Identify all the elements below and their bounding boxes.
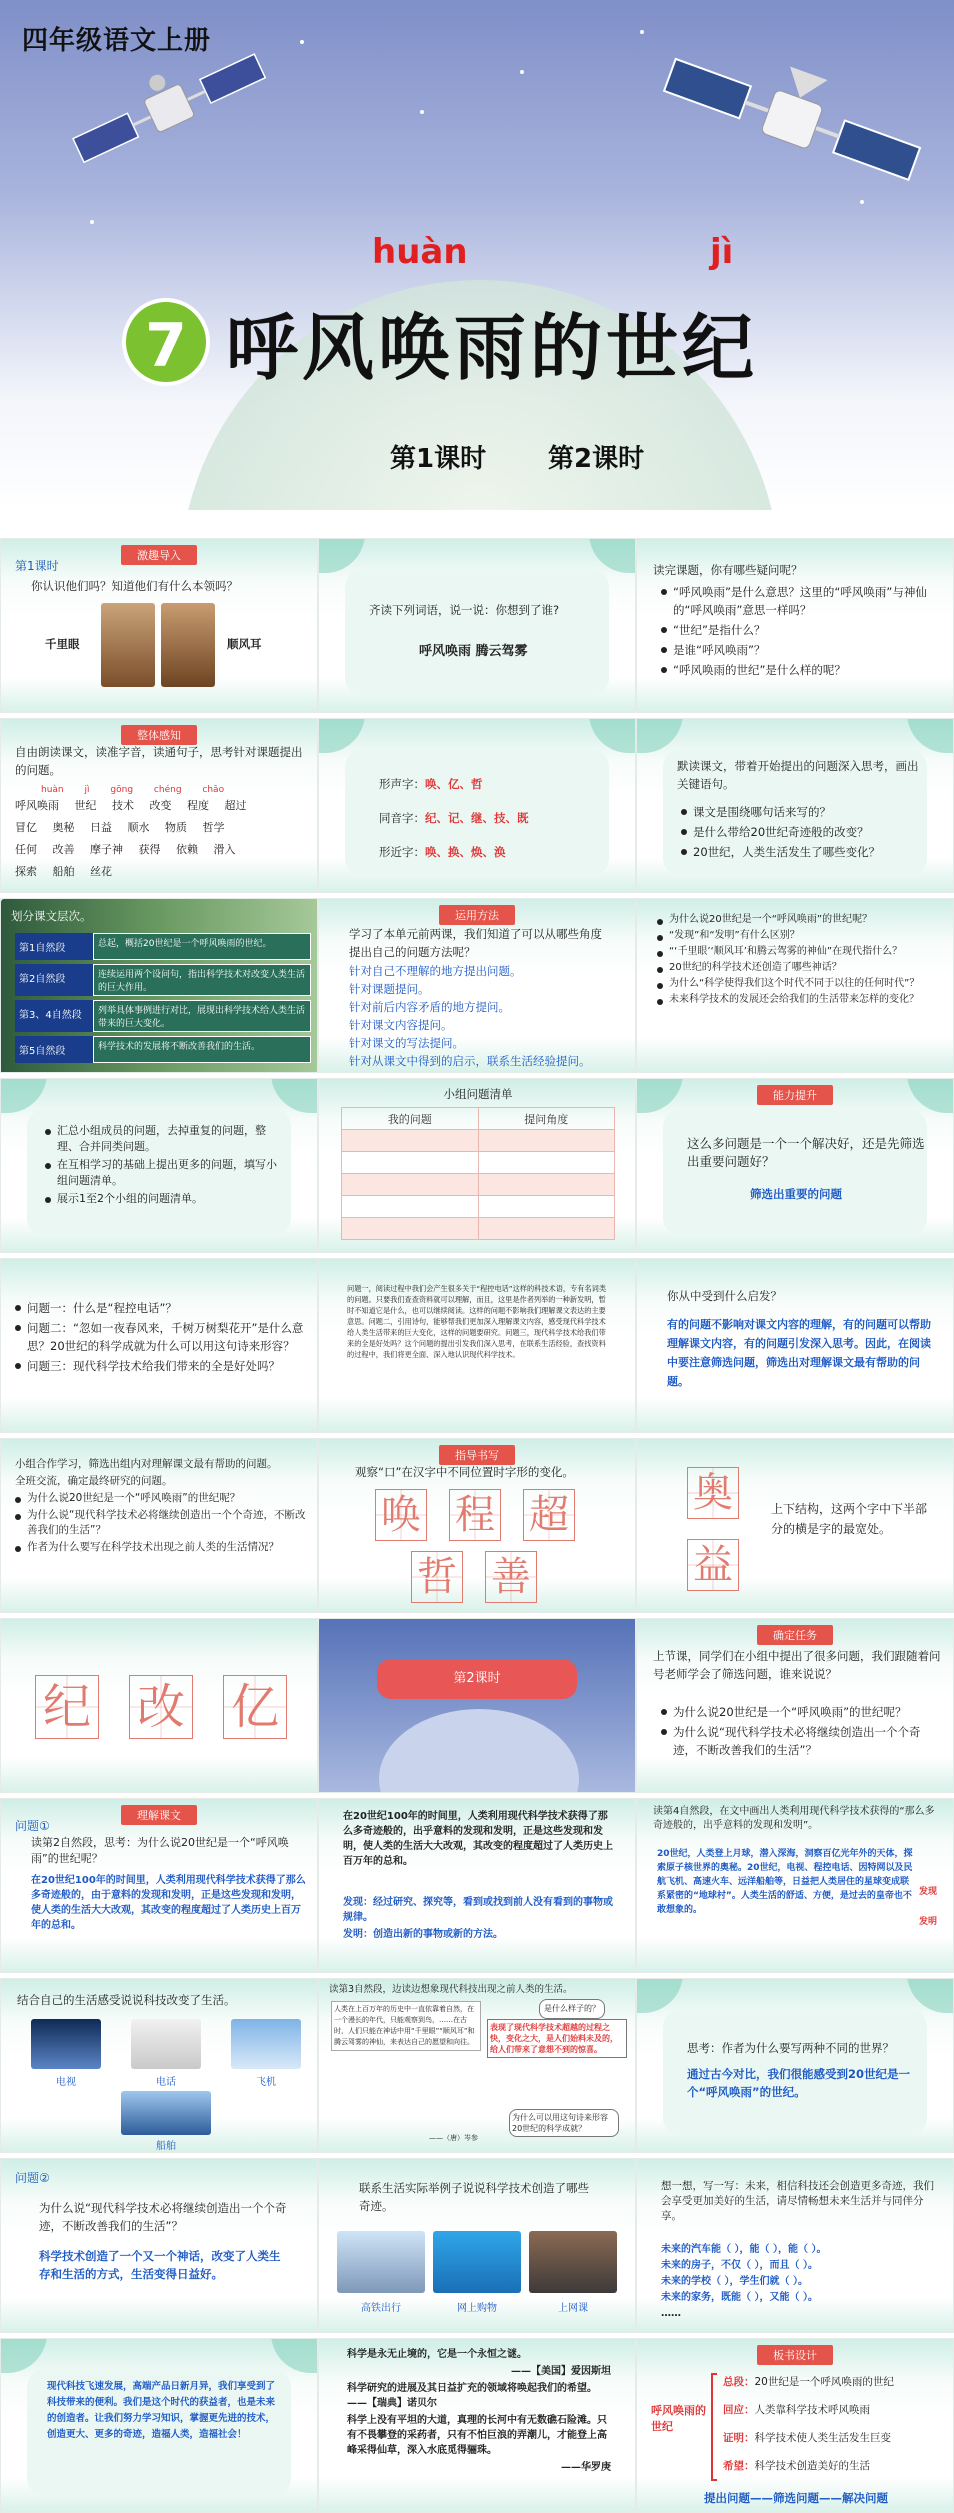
board-value: 20世纪是一个呼风唤雨的世纪	[754, 2376, 894, 2388]
board-value: 人类靠科学技术呼风唤雨	[754, 2404, 870, 2416]
section-list	[15, 933, 311, 1063]
quote-list	[347, 2347, 611, 2477]
column-header: 我的问题	[342, 1108, 479, 1130]
table-cell[interactable]	[478, 1218, 615, 1240]
image-caption: 船舶	[156, 2141, 176, 2152]
list-item: 课文是围绕哪句话来写的？	[681, 803, 931, 821]
prompt-line: ……	[661, 2308, 681, 2319]
slide-30	[636, 2158, 954, 2333]
slide-intro: 结合自己的生活感受说说科技改变了生活。	[17, 1993, 236, 2007]
list-item: 问题一：什么是“程控电话”？	[15, 1299, 311, 1317]
word-list: 呼风唤雨 腾云驾雾	[419, 644, 528, 659]
answer-text: 通过古今对比，我们很能感受到20世纪是一个“呼风唤雨”的世纪。	[687, 2067, 911, 2099]
slide-title: 划分课文层次。	[11, 909, 92, 923]
slide-13	[0, 1258, 318, 1433]
slide-32	[318, 2338, 636, 2513]
slide-intro: 读第4自然段，在文中画出人类利用现代科学技术获得的“那么多奇迹般的，出乎意料的发现和发明”。	[653, 1806, 935, 1831]
board-value: 科学技术使人类生活发生巨变	[754, 2432, 891, 2444]
question-table	[341, 1107, 615, 1240]
slide-intro: 小组合作学习，筛选出组内对理解课文最有帮助的问题。	[15, 1458, 278, 1470]
quote-source: ——华罗庚	[561, 2462, 611, 2473]
section-summary: 总起，概括20世纪是一个呼风唤雨的世纪。	[93, 933, 311, 960]
period-1-link[interactable]: 第1课时	[390, 444, 487, 474]
slide-17	[318, 1438, 636, 1613]
list-item: 针对课文的写法提问。	[349, 1036, 464, 1050]
group-chars: 唤、亿、哲	[425, 777, 483, 791]
pinyin-ji: jì	[710, 232, 734, 272]
board-bottom: 提出问题——筛选问题——解决问题	[704, 2491, 888, 2505]
list-item: 为什么说“现代科学技术必将继续创造出一个个奇迹，不断改善我们的生活”？	[661, 1723, 941, 1759]
column-header: 提问角度	[478, 1108, 615, 1130]
image-caption: 电视	[56, 2077, 76, 2088]
slide-16	[0, 1438, 318, 1613]
pinyin-huan: huàn	[372, 232, 468, 272]
statue-image	[101, 603, 155, 687]
label-right: 顺风耳	[227, 637, 262, 651]
cover-slide	[0, 0, 954, 510]
passage-text: 20世纪，人类登上月球，潜入深海，洞察百亿光年外的天体，探索原子核世界的奥秘。20世纪，电视、程控电话、因特网以及民航飞机、高速火车、远洋船舶等，日益把人类居住的星球变成联系紧密的“地球村”。人类生活的舒适、方便，是过去的皇帝也不敢想象的。	[657, 1849, 913, 1915]
table-cell[interactable]	[342, 1196, 479, 1218]
airplane-image	[231, 2019, 301, 2069]
answer-text: 筛选出重要的问题	[750, 1187, 842, 1201]
section-summary: 列举具体事例进行对比，展现出科学技术给人类生活带来的巨大变化。	[93, 1000, 311, 1032]
list-item: 为什么“科学使得我们这个时代不同于以往的任何时代”？	[657, 977, 937, 991]
writing-grid-char: 超	[523, 1489, 575, 1541]
section-label: 第5自然段	[15, 1036, 93, 1063]
question-text: 这么多问题是一个一个解决好，还是先筛选出重要问题好？	[687, 1136, 925, 1169]
image-caption: 网上购物	[457, 2303, 497, 2314]
slide-23	[318, 1798, 636, 1973]
question-list	[15, 1299, 311, 1377]
list-item: 针对课题提问。	[349, 982, 430, 996]
table-title: 小组问题清单	[443, 1087, 513, 1101]
lesson-number-badge: 7	[122, 298, 210, 386]
list-item: 20世纪，人类生活发生了哪些变化？	[681, 843, 931, 861]
slide-intro: 联系生活实际举例子说说科学技术创造了哪些奇迹。	[359, 2181, 589, 2213]
slide-tag: 激趣导入	[121, 545, 197, 565]
slide-29	[318, 2158, 636, 2333]
list-item: 针对自己不理解的地方提出问题。	[349, 964, 522, 978]
period-label: 第1课时	[15, 559, 59, 573]
slide-33	[636, 2338, 954, 2513]
table-cell[interactable]	[478, 1196, 615, 1218]
vocab-grid	[15, 795, 315, 883]
quote-source: ——【美国】爱因斯坦	[511, 2366, 611, 2377]
question-label: 问题①	[15, 1819, 50, 1833]
board-bracket	[711, 2373, 717, 2481]
slide-tag: 指导书写	[439, 1445, 515, 1465]
section-label: 第2自然段	[15, 964, 93, 996]
vocab-word: 物质	[165, 821, 187, 834]
book-title: 四年级语文上册	[22, 26, 212, 56]
vocab-word: 奥秘	[52, 821, 75, 834]
writing-grid-char: 哲	[411, 1551, 463, 1603]
slide-tag: 能力提升	[757, 1085, 833, 1105]
slide-intro: 读第3自然段，边读边想象现代科技出现之前人类的生活。	[329, 1984, 573, 1995]
phone-image	[131, 2019, 201, 2069]
writing-tip: 上下结构，这两个字中下半部分的横是字的最宽处。	[771, 1502, 928, 1536]
slide-12	[636, 1078, 954, 1253]
table-cell[interactable]	[342, 1152, 479, 1174]
slide-15	[636, 1258, 954, 1433]
slide-22	[0, 1798, 318, 1973]
slide-8	[318, 898, 636, 1073]
vocab-word: 获得	[138, 843, 161, 856]
board-center: 呼风唤雨的世纪	[651, 2404, 706, 2433]
task-list	[45, 1123, 285, 1209]
table-cell[interactable]	[478, 1130, 615, 1152]
answer-text: 科学技术创造了一个又一个神话，改变了人类生存和生活的方式，生活变得日益好。	[39, 2249, 281, 2281]
group-chars: 唤、换、焕、涣	[425, 845, 506, 859]
train-image	[337, 2231, 425, 2293]
period-2-link[interactable]: 第2课时	[548, 444, 645, 474]
slide-25	[0, 1978, 318, 2153]
vocab-word: 依赖	[176, 843, 198, 856]
board-key: 证明：	[723, 2432, 755, 2444]
list-item: 为什么说20世纪是一个“呼风唤雨”的世纪呢？	[15, 1491, 311, 1506]
passage-text: 人类在上百万年的历史中一直依靠着自然，在一个漫长的年代，只能观察到鸟，……在古时，人们只能在神话中用“千里眼”“顺风耳”和腾云驾雾的神仙，来表达自己的愿望和向往。	[331, 2001, 481, 2051]
question-list	[657, 913, 937, 1009]
list-item: 为什么说20世纪是一个“呼风唤雨”的世纪呢？	[661, 1703, 941, 1721]
slide-subintro: 全班交流，确定最终研究的问题。	[15, 1475, 173, 1487]
callout-bubble: 是什么样子的？	[539, 1999, 605, 2019]
slide-21	[636, 1618, 954, 1793]
list-item: 在互相学习的基础上提出更多的问题，填写小组问题清单。	[45, 1157, 285, 1189]
group-label: 形声字：	[379, 777, 425, 791]
list-item: 问题二：“忽如一夜春风来，千树万树梨花开”是什么意思？20世纪的科学成就为什么可以用这句诗来形容？	[15, 1319, 311, 1355]
instruction-text: 齐读下列词语，说一说：你想到了谁?	[369, 603, 560, 617]
slide-27	[636, 1978, 954, 2153]
vocab-word: 哲学	[202, 821, 225, 834]
satellite-right-icon	[650, 40, 930, 210]
slide-intro: 观察“口”在汉字中不同位置时字形的变化。	[355, 1465, 574, 1479]
image-caption: 上网课	[558, 2303, 588, 2314]
question-text: 读第2自然段，思考：为什么说20世纪是一个“呼风唤雨”的世纪呢？	[31, 1836, 289, 1865]
quote-text: 科学研究的进展及其日益扩充的领域将唤起我们的希望。——【瑞典】诺贝尔	[347, 2383, 597, 2409]
list-item: 20世纪的科学技术还创造了哪些神话？	[657, 961, 937, 975]
shopping-image	[433, 2231, 521, 2293]
pinyin: huàn	[41, 785, 64, 795]
slide-tag: 运用方法	[439, 905, 515, 925]
slide-3	[636, 538, 954, 713]
slide-intro: 读完课题，你有哪些疑问呢？	[653, 563, 803, 577]
slide-7	[0, 898, 318, 1073]
vocab-word: 任何	[15, 843, 37, 856]
quote-text: 科学上没有平坦的大道，真理的长河中有无数礁石险滩。只有不畏攀登的采药者，只有不怕巨浪的弄潮儿，才能登上高峰采得仙草，深入水底觅得骊珠。	[347, 2415, 607, 2456]
slide-intro: 自由朗读课文，读准字音，读通句子，思考针对课题提出的问题。	[15, 745, 303, 777]
list-item: “‘千里眼’‘顺风耳’和腾云驾雾的神仙”在现代指什么？	[657, 945, 937, 959]
writing-grid-char: 益	[687, 1539, 739, 1591]
group-label: 形近字：	[379, 845, 425, 859]
analysis-text: 问题一，阅读过程中我们会产生很多关于“程控电话”这样的科技术语，专有名词类的问题。只要我们查查资料就可以理解，而且，这里是作者列举的一种新发明，暂时不知道它是什么，也可以继续阅读。这样的问题不影响我们理解课文表达的主要意思。问题二，引用诗句，能够帮我们更加深入理解课文内容，感受现代科学技术给人类生活带来的巨大变化，这样的问题要研究。问题三，现代科学技术给我们带来的全是好处吗？这个问题的提出引发我们深入思考，在联系生活经验，查找资料的过程中，我们将更全面、深入地认识现代科学技术。	[347, 1284, 607, 1359]
slide-28	[0, 2158, 318, 2333]
vocab-word: 呼风唤雨	[15, 799, 59, 812]
prompt-line: 未来的汽车能（ ），能（ ），能（ ）。	[661, 2244, 827, 2255]
list-item: 汇总小组成员的问题，去掉重复的问题，整理、合并同类问题。	[45, 1123, 285, 1155]
writing-grid-char: 奥	[687, 1467, 739, 1519]
list-item: 针对从课文中得到的启示，联系生活经验提问。	[349, 1054, 591, 1068]
slide-tag: 确定任务	[757, 1625, 833, 1645]
slide-9	[636, 898, 954, 1073]
vocab-word: 冒亿	[15, 821, 37, 834]
writing-grid-char: 唤	[375, 1489, 427, 1541]
slide-intro: 默读课文，带着开始提出的问题深入思考，画出关键语句。	[677, 759, 919, 791]
slide-4	[0, 718, 318, 893]
answer-text: 有的问题不影响对课文内容的理解，有的问题可以帮助理解课文内容，有的问题引发深入思考。因此，在阅读中要注意筛选问题，筛选出对理解课文最有帮助的问题。	[667, 1318, 931, 1388]
question-label: 问题②	[15, 2171, 50, 2185]
table-cell[interactable]	[342, 1174, 479, 1196]
slide-2	[318, 538, 636, 713]
slide-11	[318, 1078, 636, 1253]
vocab-word: 改善	[52, 843, 75, 856]
list-item: 作者为什么要写在科学技术出现之前人类的生活情况？	[15, 1540, 311, 1555]
vocab-word: 丝花	[90, 865, 112, 878]
slide-intro: 想一想，写一写：未来，相信科技还会创造更多奇迹，我们会享受更加美好的生活，请尽情畅想未来生活并与同伴分享。	[661, 2180, 934, 2222]
pinyin: gōng	[110, 785, 134, 795]
statue-image	[161, 603, 215, 687]
answer-text: 在20世纪100年的时间里，人类利用现代科学技术获得了那么多奇迹般的，由于意料的发现和发明，正是这些发现和发明，使人类的生活大大改观，其改变的程度超过了人类历史上百万年的总和。	[31, 1875, 306, 1931]
question-text: 思考：作者为什么要写两种不同的世界？	[687, 2041, 894, 2055]
lesson-title: 呼风唤雨的世纪	[226, 305, 759, 390]
slide-tag: 理解课文	[121, 1805, 197, 1825]
vocab-word: 改变	[149, 799, 172, 812]
board-key: 回应：	[723, 2404, 755, 2416]
question-list	[681, 803, 931, 863]
slide-intro: 学习了本单元前两课，我们知道了可以从哪些角度提出自己的问题方法呢？	[349, 927, 602, 959]
image-caption: 电话	[156, 2077, 176, 2088]
board-key: 希望：	[723, 2460, 755, 2472]
slide-14	[318, 1258, 636, 1433]
pinyin: chāo	[202, 785, 225, 795]
section-label: 第1自然段	[15, 933, 93, 960]
pinyin: chéng	[153, 785, 182, 795]
vocab-word: 技术	[112, 799, 134, 812]
vocab-word: 世纪	[74, 799, 97, 812]
board-rows	[723, 2369, 949, 2481]
slide-tag: 板书设计	[757, 2345, 833, 2365]
definition-discovery: 发现：经过研究、探究等，看到或找到前人没有看到的事物或规律。	[343, 1897, 613, 1923]
definition-text	[343, 1895, 617, 1944]
list-item: “发现”和“发明”有什么区别？	[657, 929, 937, 943]
char-groups	[379, 767, 529, 869]
section-summary: 连续运用两个设问句，指出科学技术对改变人类生活的巨大作用。	[93, 964, 311, 996]
group-label: 同音字：	[379, 811, 425, 825]
list-item: 问题三：现代科学技术给我们带来的全是好处吗？	[15, 1357, 311, 1375]
table-cell[interactable]	[342, 1130, 479, 1152]
slide-1	[0, 538, 318, 713]
writing-grid-char: 亿	[223, 1675, 287, 1739]
vocab-word: 探索	[15, 865, 37, 878]
section-summary: 科学技术的发展将不断改善我们的生活。	[93, 1036, 311, 1063]
image-caption: 飞机	[256, 2077, 276, 2088]
callout-bubble: 为什么可以用这句诗来形容20世纪的科学成就？	[509, 2109, 619, 2137]
writing-prompts	[661, 2243, 941, 2323]
closing-text: 现代科技飞速发展，高端产品日新月异，我们享受到了科技带来的便利。我们是这个时代的获益者，也是未来的创造者。让我们努力学习知识，掌握更先进的技术，创造更大、更多的奇迹，造福人类，造福社会！	[47, 2381, 276, 2440]
slide-19	[0, 1618, 318, 1793]
definition-invention: 发明：创造出新的事物或新的方法。	[343, 1929, 503, 1940]
list-item: 为什么说“现代科学技术必将继续创造出一个个奇迹，不断改善我们的生活”？	[15, 1508, 311, 1538]
label-left: 千里眼	[45, 637, 80, 651]
list-item: “世纪”是指什么？	[661, 621, 941, 639]
period-2-banner: 第2课时	[377, 1659, 577, 1699]
question-text: 你认识他们吗？知道他们有什么本领吗？	[31, 579, 238, 593]
table-cell[interactable]	[478, 1152, 615, 1174]
board-value: 科学技术创造美好的生活	[754, 2460, 870, 2472]
online-class-image	[529, 2231, 617, 2293]
question-text: 为什么说“现代科学技术必将继续创造出一个个奇迹，不断改善我们的生活”？	[39, 2201, 287, 2233]
prompt-line: 未来的家务，既能（ ），又能（ ）。	[661, 2292, 818, 2303]
slide-5	[318, 718, 636, 893]
vocab-word: 超过	[224, 799, 247, 812]
writing-grid-char: 程	[449, 1489, 501, 1541]
list-item: “呼风唤雨”是什么意思？这里的“呼风唤雨”与神仙的“呼风唤雨”意思一样吗？	[661, 583, 941, 619]
slide-6	[636, 718, 954, 893]
list-item: “呼风唤雨的世纪”是什么样的呢？	[661, 661, 941, 679]
vocab-word: 船舶	[52, 865, 75, 878]
writing-grid-char: 改	[129, 1675, 193, 1739]
prompt-line: 未来的房子，不仅（ ），而且（ ）。	[661, 2260, 818, 2271]
slide-26	[318, 1978, 636, 2153]
slide-intro: 上节课，同学们在小组中提出了很多问题，我们跟随着问号老师学会了筛选问题，谁来说说？	[653, 1649, 941, 1681]
slide-10	[0, 1078, 318, 1253]
vocab-word: 滑入	[213, 843, 236, 856]
tv-image	[31, 2019, 101, 2069]
table-cell[interactable]	[342, 1218, 479, 1240]
annotation-invention: 发明	[919, 1917, 938, 1927]
quote-text: 科学是永无止境的，它是一个永恒之谜。	[347, 2349, 527, 2360]
writing-grid-char: 善	[485, 1551, 537, 1603]
vocab-word: 摩子神	[90, 843, 123, 856]
list-item: 是谁“呼风唤雨”？	[661, 641, 941, 659]
group-chars: 纪、记、继、技、既	[425, 811, 529, 825]
prompt-line: 未来的学校（ ），学生们就（ ）。	[661, 2276, 808, 2287]
slide-31	[0, 2338, 318, 2513]
writing-grid-char: 纪	[35, 1675, 99, 1739]
task-text	[15, 1457, 311, 1557]
question-list	[661, 1703, 941, 1761]
list-item: 未来科学技术的发展还会给我们的生活带来怎样的变化？	[657, 993, 937, 1007]
list-item: 是什么带给20世纪奇迹般的改变？	[681, 823, 931, 841]
list-item: 展示1至2个小组的问题清单。	[45, 1191, 285, 1207]
slide-24	[636, 1798, 954, 1973]
satellite-left-icon	[60, 40, 280, 180]
question-list	[661, 583, 941, 681]
slide-tag: 整体感知	[121, 725, 197, 745]
method-list	[349, 963, 625, 1071]
ship-image	[121, 2091, 211, 2135]
table-cell[interactable]	[478, 1174, 615, 1196]
pinyin: jì	[84, 785, 90, 795]
list-item: 针对前后内容矛盾的地方提问。	[349, 1000, 510, 1014]
annotation-discovery: 发现	[919, 1887, 938, 1897]
board-key: 总段：	[723, 2376, 755, 2388]
slide-20	[318, 1618, 636, 1793]
vocab-word: 程度	[187, 799, 209, 812]
callout-bubble: 表现了现代科学技术超越的过程之快，变化之大，是人们始料未及的，给人们带来了意想不到的惊喜。	[487, 2019, 627, 2058]
passage-text: 在20世纪100年的时间里，人类利用现代科学技术获得了那么多奇迹般的，出乎意料的发现和发明，正是这些发现和发明，使人类的生活大大改观，其改变的程度超过了人类历史上百万年的总和。	[343, 1811, 613, 1867]
question-text: 你从中受到什么启发？	[667, 1289, 782, 1303]
slide-18	[636, 1438, 954, 1613]
vocab-word: 顺水	[127, 821, 150, 834]
vocab-word: 日益	[90, 821, 112, 834]
quote-source: ——（唐）岑参	[429, 2134, 478, 2142]
list-item: 为什么说20世纪是一个“呼风唤雨”的世纪呢？	[657, 913, 937, 927]
section-label: 第3、4自然段	[15, 1000, 93, 1032]
list-item: 针对课文内容提问。	[349, 1018, 453, 1032]
image-caption: 高铁出行	[361, 2303, 401, 2314]
